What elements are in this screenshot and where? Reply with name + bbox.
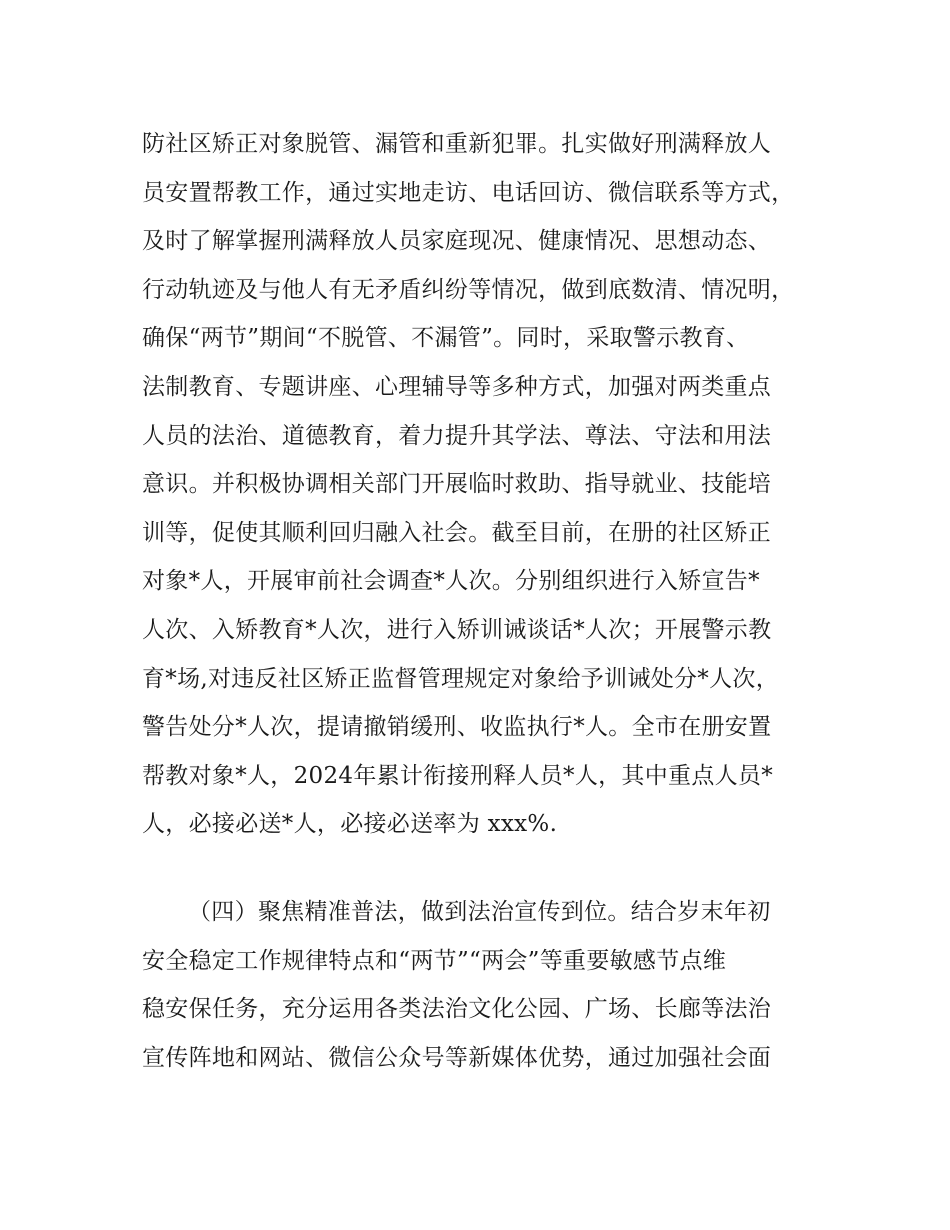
text-line: 人次、入矫教育*人次，进行入矫训诫谈话*人次；开展警示教 [142, 616, 772, 643]
text-line: 法制教育、专题讲座、心理辅导等多种方式，加强对两类重点 [142, 373, 772, 400]
text-line: 对象*人，开展审前社会调查*人次。分别组织进行入矫宣告* [142, 568, 760, 595]
section-heading-line: （四）聚焦精准普法，做到法治宣传到位。结合岁末年初 [188, 899, 771, 925]
paragraph-2 [142, 888, 832, 1082]
text-line: 训等，促使其顺利回归融入社会。截至目前，在册的社区矫正 [142, 519, 772, 546]
text-line: 宣传阵地和网站、微信公众号等新媒体优势，通过加强社会面 [142, 1044, 772, 1071]
text-line: 安全稳定工作规律特点和“两节”“两会”等重要敏感节点维 [142, 947, 727, 974]
text-line: 员安置帮教工作，通过实地走访、电话回访、微信联系等方式， [142, 179, 795, 206]
text-line: 帮教对象*人，2024年累计衔接刑释人员*人，其中重点人员* [142, 762, 774, 789]
text-line: 确保“两节”期间“不脱管、不漏管”。同时，采取警示教育、 [142, 325, 750, 352]
text-line: 人员的法治、道德教育，着力提升其学法、尊法、守法和用法 [142, 422, 772, 449]
text-line: 育*场,对违反社区矫正监督管理规定对象给予训诫处分*人次， [142, 665, 780, 692]
text-line: 警告处分*人次，提请撤销缓刑、收监执行*人。全市在册安置 [142, 714, 772, 741]
text-line: 及时了解掌握刑满释放人员家庭现况、健康情况、思想动态、 [142, 228, 772, 255]
text-line: 稳安保任务，充分运用各类法治文化公园、广场、长廊等法治 [142, 996, 772, 1023]
paragraph-1 [142, 120, 832, 849]
text-line: 防社区矫正对象脱管、漏管和重新犯罪。扎实做好刑满释放人 [142, 131, 772, 157]
text-line: 人，必接必送*人，必接必送率为 xxx%. [142, 811, 558, 838]
text-line: 行动轨迹及与他人有无矛盾纠纷等情况，做到底数清、情况明， [142, 276, 795, 303]
text-line: 意识。并积极协调相关部门开展临时救助、指导就业、技能培 [142, 471, 772, 498]
